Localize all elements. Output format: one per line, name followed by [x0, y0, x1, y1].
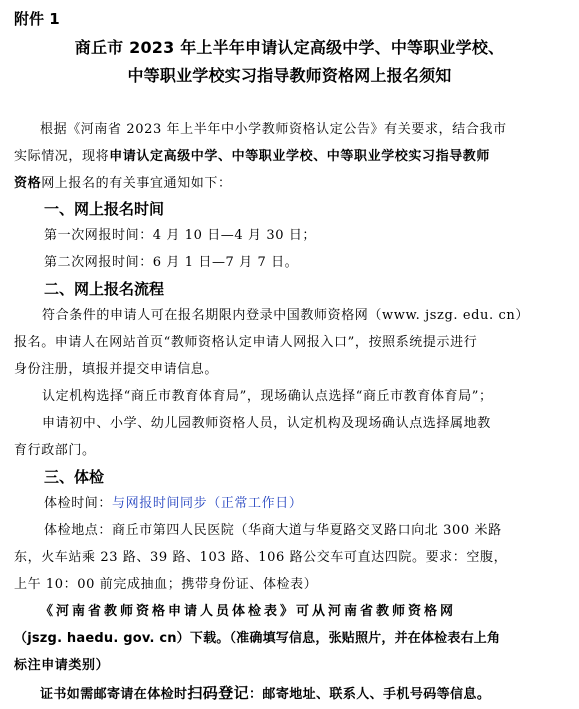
exam-place-line-2: 东，火车站乘 23 路、39 路、103 路、106 路公交车可直达四院。要求：空腹，: [14, 550, 508, 565]
section-2-p2: 认定机构选择“商丘市教育体育局”，现场确认点选择“商丘市教育体育局”；: [42, 389, 493, 404]
section-2-p1-line-1: 符合条件的申请人可在报名期限内登录中国教师资格网（www. jszg. edu. cn）: [42, 308, 529, 323]
intro-line-2-bold: 申请认定高级中学、中等职业学校、中等职业学校实习指导教师: [109, 149, 491, 164]
intro-line-1: 根据《河南省 2023 年上半年中小学教师资格认定公告》有关要求，结合我市: [40, 122, 507, 137]
section-2-p1-line-2: 报名。申请人在网站首页“教师资格认定申请人网报入口”，按照系统提示进行: [14, 335, 478, 350]
section-1-heading: 一、网上报名时间: [44, 200, 165, 218]
certificate-note-rest: ：邮寄地址、联系人、手机号码等信息。: [249, 687, 491, 702]
section-2-p3-line-2: 育行政部门。: [14, 443, 96, 458]
exam-time-value: 与网报时间同步（正常工作日）: [112, 496, 303, 511]
certificate-note-emphasis: 扫码登记: [187, 684, 250, 702]
title-line-2: 中等职业学校实习指导教师资格网上报名须知: [127, 66, 452, 85]
exam-place-line-1: 体检地点：商丘市第四人民医院（华商大道与华夏路交叉路口向北 300 米路: [44, 523, 502, 538]
intro-line-2-prefix: 实际情况，现将: [14, 149, 110, 164]
intro-line-2: [14, 143, 566, 171]
section-1-line-1: 第一次网报时间：4 月 10 日—4 月 30 日；: [44, 228, 317, 243]
intro-line-3-bold: 资格: [14, 176, 42, 191]
title-line-1: 商丘市 2023 年上半年申请认定高级中学、中等职业学校、: [74, 38, 505, 57]
exam-form-line-1: 《河南省教师资格申请人员体检表》可从河南省教师资格网: [40, 604, 457, 619]
section-3-heading: 三、体检: [44, 468, 105, 486]
exam-place-line-3: 上午 10：00 前完成抽血；携带身份证、体检表）: [14, 577, 318, 592]
section-1-line-2: 第二次网报时间：6 月 1 日—7 月 7 日。: [44, 255, 299, 270]
attachment-label: 附件 1: [14, 10, 60, 28]
exam-form-line-3: 标注申请类别）: [14, 658, 110, 673]
exam-time-label: 体检时间：: [44, 496, 113, 511]
section-2-p3-line-1: 申请初中、小学、幼儿园教师资格人员，认定机构及现场确认点选择属地教: [42, 416, 491, 431]
certificate-note-prefix: 证书如需邮寄请在体检时: [40, 687, 188, 702]
certificate-note: [40, 679, 570, 709]
intro-line-3: [14, 170, 566, 198]
intro-line-3-rest: 网上报名的有关事宜通知如下：: [41, 176, 232, 191]
exam-time: [44, 490, 564, 518]
section-2-heading: 二、网上报名流程: [44, 280, 165, 298]
exam-form-line-2: （jszg. haedu. gov. cn）下载。（准确填写信息，张贴照片，并在体检表右上角: [14, 631, 501, 646]
section-2-p1-line-3: 身份注册，填报并提交申请信息。: [14, 362, 219, 377]
